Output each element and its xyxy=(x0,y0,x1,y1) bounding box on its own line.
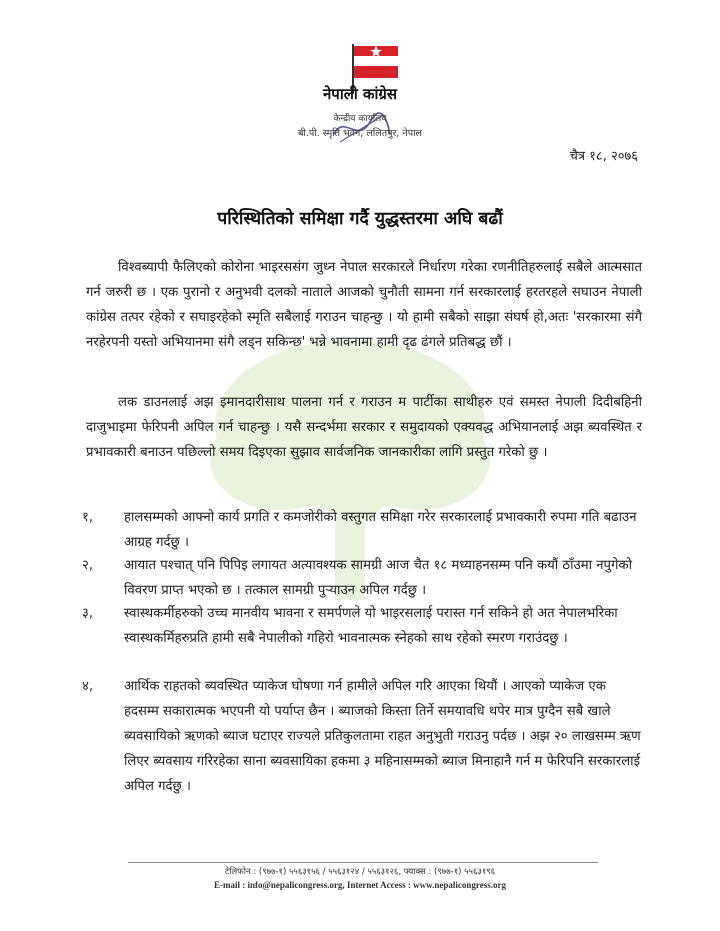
paragraph-appeal: लक डाउनलाई अझ इमानदारीसाथ पालना गर्न र गराउन म पार्टीका साथीहरु एवं समस्त नेपाली दिदीबहिनी दाजुभाइमा फेरिपनी अपिल गर्न चाहन्छु । यसै सन्दर्भमा सरकार र समुदायको एक्यवद्ध अभियानलाई अझ ब्यवस्थित र प्रभावकारी बनाउन पछिल्लो समय दिइएका सुझाव सार्वजनिक जानकारीका लागि प्रस्तुत गरेको छु । xyxy=(86,395,642,460)
office-name: केन्द्रीय कार्यालय xyxy=(333,114,387,124)
list-item-text: हालसम्मको आफ्नो कार्य प्रगति र कमजोरीको वस्तुगत समिक्षा गरेर सरकारलाई प्रभावकारी रुपमा गति बढाउन आग्रह गर्दछु । xyxy=(124,510,637,550)
list-item-text: स्वास्थकर्मीहरुको उच्च मानवीय भावना र समर्पणले यो भाइरसलाई परास्त गर्न सकिने हो अत नेपालभरिका स्वास्थकर्मिहरुप्रति हामी सबै नेपालीको गहिरो भावनात्मक स्नेहको साथ रहेको स्मरण गराउंदछु । xyxy=(124,606,618,646)
list-item-text: आयात पश्चात् पनि पिपिइ लगायत अत्यावश्यक सामग्री आज चैत १८ मध्याहनसम्म पनि कयौं ठाँउमा नपुगेको विवरण प्राप्त भएको छ । तत्काल सामग्री पुऱ्याउन अपिल गर्दछु । xyxy=(124,558,632,598)
party-name: नेपाली कांग्रेस xyxy=(322,85,397,103)
document-date: चैत्र १८, २०७६ xyxy=(569,149,638,164)
footer-phone-numbers: टेलिफोन : (९७७-१) ५५६३१५६ / ५५६३१२४ / ५५६३१२६, फ्याक्स : (९७७-१) ५५६३१९६ xyxy=(224,867,496,877)
press-release-headline: परिस्थितिको समिक्षा गर्दै युद्धस्तरमा अघि बढौं xyxy=(217,209,503,229)
paragraph-intro: विश्वब्यापी फैलिएको कोरोना भाइरससंग जुध्न नेपाल सरकारले निर्धारण गरेका रणनीतिहरुलाई सबैले आत्मसात गर्न जरुरी छ । एक पुरानो र अनुभवी दलको नाताले आजको चुनौती सामना गर्न सरकारलाई हरतरहले सघाउन नेपाली कांग्रेस तत्पर रहेको र सघाइरहेको स्मृति सबैलाई गराउन चाहन्छु । यो हामी सबैको साझा संघर्ष हो,अतः 'सरकारमा संगै नरहेरपनी यस्तो अभियानमा संगै लड्न सकिन्छ' भन्ने भावनामा हामी दृढ ढंगले प्रतिबद्ध छौं । xyxy=(86,260,642,350)
footer-contact: E-mail : info@nepalicongress.org, Internet Access : www.nepalicongress.org xyxy=(213,880,507,890)
list-item-number: २, xyxy=(82,558,94,573)
list-item xyxy=(82,674,642,799)
list-item xyxy=(82,601,642,674)
list-item xyxy=(82,505,642,553)
list-item xyxy=(82,553,642,601)
list-item-text: आर्थिक राहतको ब्यवस्थित प्याकेज घोषणा गर्न हामीले अपिल गरि आएका थियौं । आएको प्याकेज एक हदसम्म सकारात्मक भएपनी यो पर्याप्त छैन । ब्याजको किस्ता तिर्ने समयावधि थपेर मात्र पुग्दैन सबै खाले ब्यवसायिको ऋणको ब्याज घटाएर राज्यले प्रतिकुलतामा राहत अनुभुती गराउनु पर्दछ । अझ २० लाखसम्म ऋण लिएर ब्यवसाय गरिरहेका साना ब्यवसायिका हकमा ३ महिनासम्मको ब्याज मिनाहानै गर्न म फेरिपनि सरकारलाई अपिल गर्दछु । xyxy=(124,679,641,794)
list-item-number: १, xyxy=(82,510,94,525)
list-item-number: ३, xyxy=(82,606,94,621)
suggestion-list xyxy=(82,505,642,799)
footer-divider xyxy=(128,862,598,863)
list-item-number: ४, xyxy=(82,679,94,694)
office-address: बी.पी. स्मृति भवन, ललितपुर, नेपाल xyxy=(298,128,422,139)
